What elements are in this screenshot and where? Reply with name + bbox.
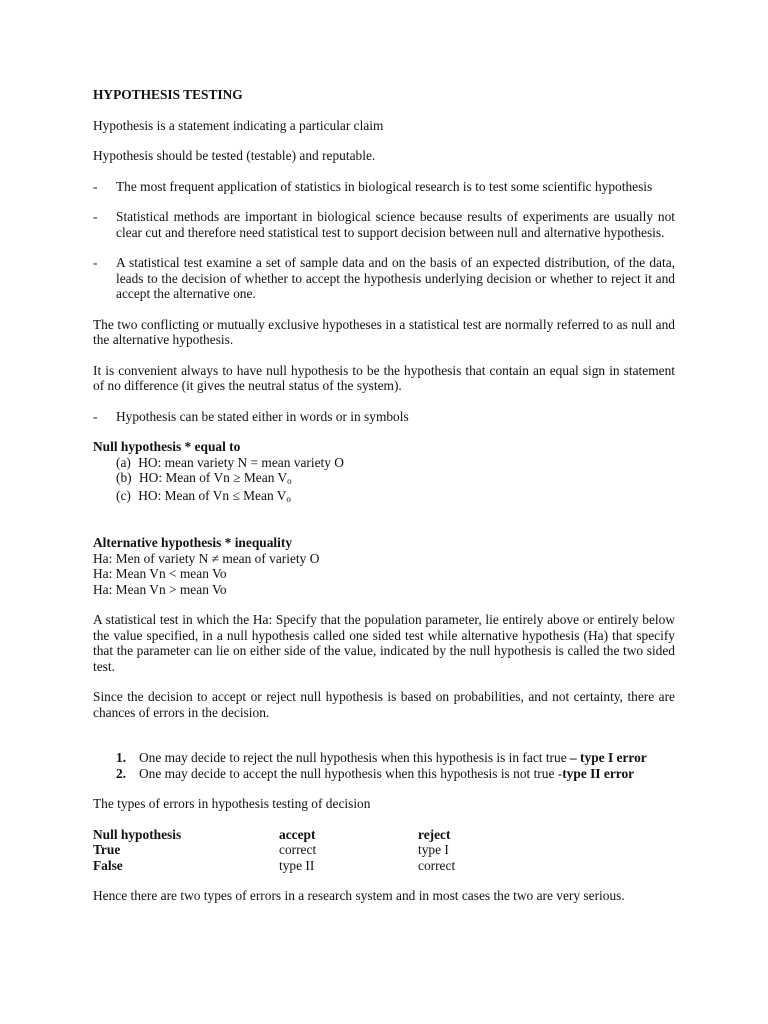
errors-list xyxy=(93,750,675,781)
alternative-hypothesis-heading: Alternative hypothesis * inequality xyxy=(93,535,293,550)
table-cell: correct xyxy=(418,857,456,873)
dash-item-text: A statistical test examine a set of sample data and on the basis of an expected distribution, of the data, leads to the decision of whether to accept the hypothesis underlying decision or whether to reject it and accept the alternative one. xyxy=(116,255,675,301)
null-item-marker: (a) xyxy=(116,454,131,470)
null-hypothesis-list xyxy=(93,455,675,506)
paragraph-conflicting: The two conflicting or mutually exclusive hypotheses in a statistical test are normally referred to as null and the alternative hypothesis. xyxy=(93,316,675,347)
dash-list-item xyxy=(93,255,675,302)
paragraph-statistical-test: A statistical test in which the Ha: Specify that the population parameter, lie entirely above or entirely below the value specified, in a null hypothesis called one sided test while alternative hypothesis (Ha) that specify that the parameter can lie on either side of the value, indicated by the null hypothesis is called the two sided test. xyxy=(93,612,675,674)
intro-paragraph-2: Hypothesis should be tested (testable) and reputable. xyxy=(93,148,376,163)
null-item xyxy=(93,455,675,471)
null-item-text: HO: Mean of Vn ≥ Mean V xyxy=(138,470,288,485)
table-row xyxy=(93,842,455,858)
error-item-text: One may decide to reject the null hypothesis when this hypothesis is in fact true xyxy=(139,750,571,765)
intro-paragraph-1: Hypothesis is a statement indicating a particular claim xyxy=(93,117,384,133)
null-item-marker: (c) xyxy=(116,487,131,503)
alt-line: Ha: Mean Vn > mean Vo xyxy=(93,581,227,597)
table-cell: correct xyxy=(279,842,317,857)
dash-bullet: - xyxy=(93,408,98,424)
null-hypothesis-heading: Null hypothesis * equal to xyxy=(93,439,241,454)
error-item-text: One may decide to accept the null hypothesis when this hypothesis is not true - xyxy=(139,765,563,781)
dash-bullet: - xyxy=(93,178,98,194)
dash-bullet: - xyxy=(93,209,98,224)
page-title: HYPOTHESIS TESTING xyxy=(93,87,243,102)
null-item-text: HO: Mean of Vn ≤ Mean V xyxy=(138,487,287,503)
error-item-type: – type I error xyxy=(570,750,647,765)
table-row-label: True xyxy=(93,842,121,857)
table-row-label: False xyxy=(93,857,123,873)
table-cell: type I xyxy=(418,842,449,857)
table-header-cell: Null hypothesis xyxy=(93,826,182,842)
dash-list-item xyxy=(93,179,675,195)
dash-list-item xyxy=(93,209,675,240)
paragraph-types: The types of errors in hypothesis testing of decision xyxy=(93,796,371,811)
dash-list-item xyxy=(93,409,675,425)
error-list-item xyxy=(93,766,675,782)
error-item-marker: 2. xyxy=(116,765,127,781)
dash-item-text: The most frequent application of statistics in biological research is to test some scientific hypothesis xyxy=(116,178,653,194)
null-item xyxy=(93,488,675,506)
null-item xyxy=(93,470,675,488)
alt-line: Ha: Mean Vn < mean Vo xyxy=(93,566,227,581)
table-header-cell: accept xyxy=(279,826,316,842)
null-item-subscript: o xyxy=(287,476,292,486)
error-item-marker: 1. xyxy=(116,750,127,765)
table-header-cell: reject xyxy=(418,826,451,842)
table-cell: type II xyxy=(279,857,315,873)
null-item-text: HO: mean variety N = mean variety O xyxy=(138,454,344,470)
error-table xyxy=(93,827,455,874)
alt-line: Ha: Men of variety N ≠ mean of variety O xyxy=(93,550,320,566)
table-header-row xyxy=(93,827,455,843)
error-list-item xyxy=(93,750,675,766)
dash-bullet: - xyxy=(93,255,98,270)
document-page xyxy=(93,87,675,919)
paragraph-convenient: It is convenient always to have null hypothesis to be the hypothesis that contain an equal sign in statement of no difference (it gives the neutral status of the system). xyxy=(93,362,675,393)
null-item-marker: (b) xyxy=(116,470,132,485)
paragraph-hence: Hence there are two types of errors in a research system and in most cases the two are very serious. xyxy=(93,888,625,903)
null-item-subscript: o xyxy=(286,493,291,504)
table-row xyxy=(93,858,455,874)
dash-item-text: Statistical methods are important in biological science because results of experiments are usually not clear cut and therefore need statistical test to support decision between null and alternative hypothesis. xyxy=(116,209,675,240)
dash-item-text: Hypothesis can be stated either in words or in symbols xyxy=(116,408,409,424)
error-item-type: type II error xyxy=(562,765,635,781)
paragraph-since: Since the decision to accept or reject null hypothesis is based on probabilities, and not certainty, there are chances of errors in the decision. xyxy=(93,689,675,720)
